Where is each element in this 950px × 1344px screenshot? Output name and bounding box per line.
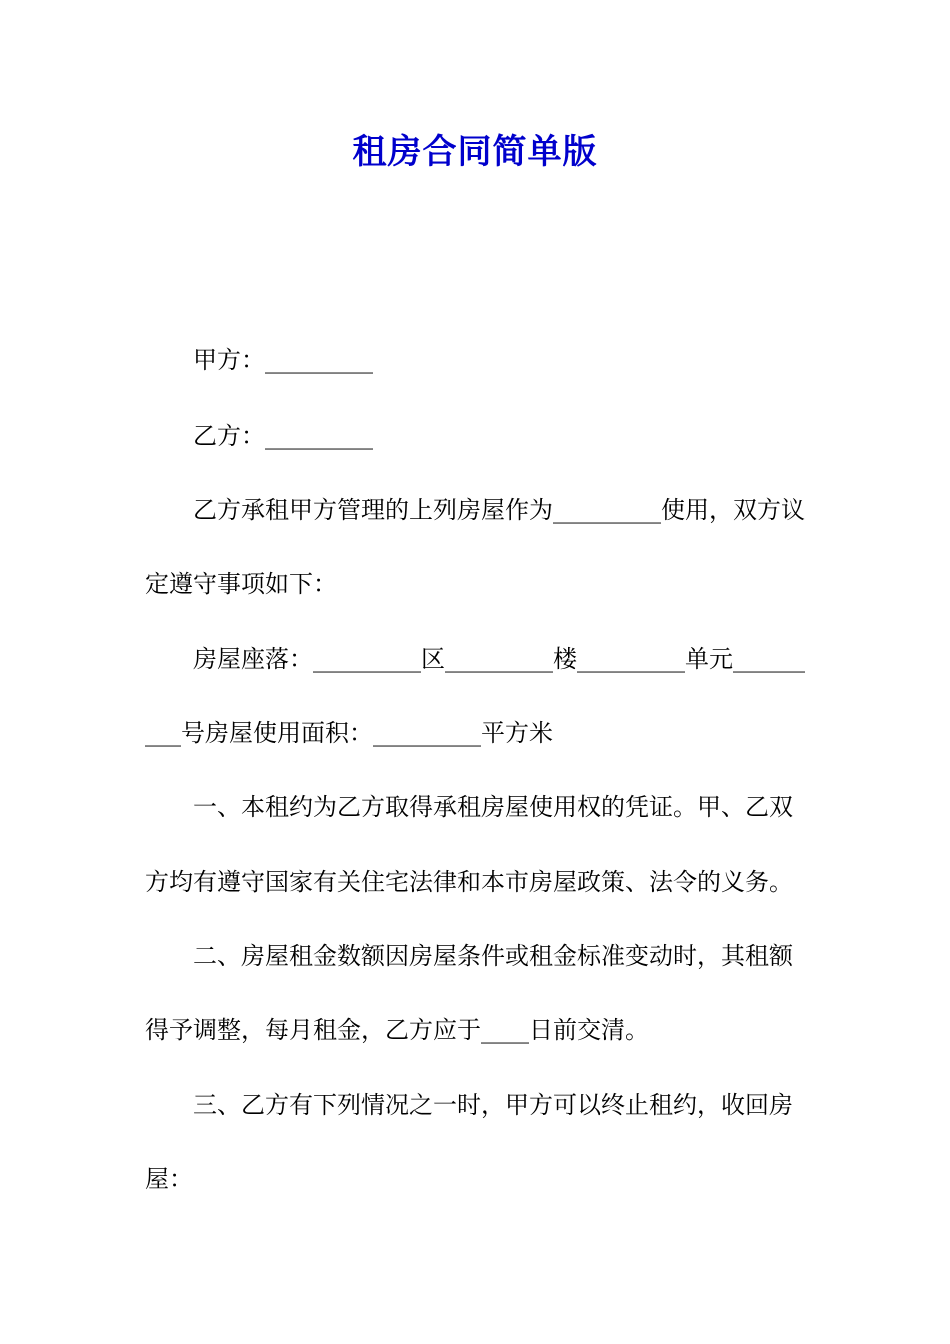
clause-3-line-1: 三、乙方有下列情况之一时，甲方可以终止租约，收回房 [193, 1091, 793, 1119]
intro-paragraph-line-2: 定遵守事项如下： [145, 570, 337, 598]
clause-3-line-2: 屋： [145, 1165, 193, 1193]
location-line-2: ___号房屋使用面积：_________平方米 [145, 719, 553, 747]
clause-2-line-2: 得予调整，每月租金，乙方应于____日前交清。 [145, 1016, 649, 1044]
intro-paragraph-line-1: 乙方承租甲方管理的上列房屋作为_________使用，双方议 [193, 496, 805, 524]
party-b-line: 乙方：_________ [193, 422, 373, 450]
clause-2-line-1: 二、房屋租金数额因房屋条件或租金标准变动时，其租额 [193, 942, 793, 970]
document-title: 租房合同简单版 [352, 132, 598, 172]
clause-1-line-1: 一、本租约为乙方取得承租房屋使用权的凭证。甲、乙双 [193, 793, 793, 821]
party-a-line: 甲方：_________ [193, 346, 373, 374]
location-line-1: 房屋座落：_________区_________楼_________单元______ [193, 645, 805, 673]
clause-1-line-2: 方均有遵守国家有关住宅法律和本市房屋政策、法令的义务。 [145, 868, 793, 896]
